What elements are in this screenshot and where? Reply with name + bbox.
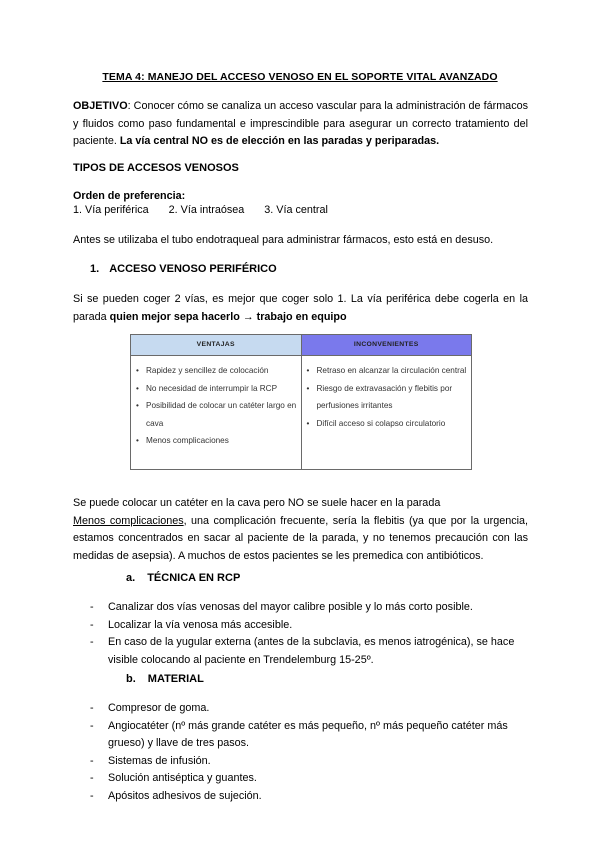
- objetivo-text: : Conocer cómo se canaliza un acceso vascular para la administración de fármacos y fluidos como paso fundamental e imprescindible para asegurar un correcto tratamiento del paciente.: [73, 100, 528, 147]
- section-1-bold: quien mejor sepa hacerlo → trabajo en equipo: [109, 310, 347, 323]
- bullet-icon: •: [306, 418, 310, 428]
- sub-b-title: MATERIAL: [147, 673, 204, 685]
- bullet-icon: •: [136, 401, 139, 411]
- sub-b-letter: b.: [126, 673, 136, 685]
- ventaja-item: • No necesidad de interrumpir la RCP: [136, 380, 297, 398]
- list-item: - En caso de la yugular externa (antes de la subclavia, es menos iatrogénica), se hace visible colocando al paciente en Trendelemburg 15-25º.: [90, 634, 528, 669]
- orden-list: [73, 204, 328, 216]
- bullet-icon: •: [136, 366, 139, 375]
- orden-item-3: 3. Vía central: [264, 204, 328, 216]
- antes-paragraph: Antes se utilizaba el tubo endotraqueal para administrar fármacos, esto está en desuso.: [73, 234, 494, 246]
- cava-line: Se puede colocar un catéter en la cava pero NO se suele hacer en la parada: [73, 497, 441, 509]
- table-body-row: [131, 355, 471, 469]
- orden-item-1: 1. Vía periférica: [73, 204, 149, 216]
- tipos-heading: TIPOS DE ACCESOS VENOSOS: [73, 162, 239, 174]
- ventaja-item: • Posibilidad de colocar un catéter largo en cava: [136, 397, 297, 432]
- table-header-row: [131, 335, 471, 355]
- dash-marker: -: [90, 719, 94, 732]
- inconveniente-item: • Difícil acceso si colapso circulatorio: [307, 415, 468, 433]
- dash-marker: -: [90, 772, 94, 784]
- bullet-icon: •: [306, 383, 310, 393]
- dash-marker: -: [90, 601, 94, 613]
- objetivo-label: OBJETIVO: [73, 100, 128, 112]
- table-header-ventajas: VENTAJAS: [131, 335, 302, 355]
- dash-marker: -: [90, 754, 94, 767]
- list-item: - Canalizar dos vías venosas del mayor calibre posible y lo más corto posible.: [90, 599, 528, 617]
- bullet-icon: •: [136, 436, 139, 446]
- dash-marker: -: [90, 618, 94, 631]
- page-title: TEMA 4: MANEJO DEL ACCESO VENOSO EN EL SOPORTE VITAL AVANZADO: [102, 71, 498, 83]
- list-item: - Angiocatéter (nº más grande catéter es más pequeño, nº más pequeño catéter más grueso) y llave de tres pasos.: [90, 718, 528, 753]
- objetivo-bold-text: La vía central NO es de elección en las paradas y periparadas.: [119, 135, 440, 147]
- section-1-text: Si se pueden coger 2 vías, es mejor que coger solo 1. La vía periférica debe cogerla en la parada: [73, 293, 528, 323]
- section-1-title: ACCESO VENOSO PERIFÉRICO: [109, 263, 277, 275]
- table-header-inconvenientes: INCONVENIENTES: [302, 335, 472, 355]
- after-table-paragraph: [73, 495, 528, 565]
- pros-cons-table: [130, 334, 472, 470]
- dash-marker: -: [90, 636, 94, 648]
- list-item: - Apósitos adhesivos de sujeción.: [90, 788, 528, 806]
- sub-b-heading: [126, 673, 204, 685]
- inconveniente-item: • Riesgo de extravasación y flebitis por perfusiones irritantes: [307, 380, 468, 415]
- list-item: - Sistemas de infusión.: [90, 753, 528, 771]
- list-item: - Localizar la vía venosa más accesible.: [90, 617, 528, 635]
- sub-a-heading: [126, 572, 240, 584]
- ventaja-item: • Menos complicaciones: [136, 432, 297, 450]
- ventaja-item: • Rapidez y sencillez de colocación: [136, 362, 297, 380]
- menos-complicaciones-underlined: Menos complicaciones: [73, 514, 184, 527]
- bullet-icon: •: [306, 366, 310, 375]
- dash-marker: -: [90, 789, 94, 802]
- section-1-heading: [90, 263, 277, 275]
- objetivo-paragraph: [73, 98, 528, 151]
- orden-heading: Orden de preferencia:: [73, 190, 186, 202]
- sub-a-title: TÉCNICA EN RCP: [147, 572, 241, 584]
- sub-a-letter: a.: [126, 572, 136, 584]
- ventajas-cell: [131, 356, 302, 469]
- sub-a-list: [90, 599, 528, 669]
- dash-marker: -: [90, 702, 94, 714]
- section-1-number: 1.: [90, 263, 100, 275]
- sub-b-list: [90, 700, 528, 805]
- orden-item-2: 2. Vía intraósea: [168, 204, 245, 216]
- bullet-icon: •: [136, 383, 139, 393]
- inconvenientes-cell: [302, 356, 472, 469]
- after-table-rest: , una complicación frecuente, sería la flebitis (ya que por la urgencia, estamos concentrados en sacar al paciente de la parada, y no tenemos precaución con las medidas de asepsia). A muchos de estos pacientes se les premedica con antibióticos.: [73, 514, 529, 562]
- inconveniente-item: • Retraso en alcanzar la circulación central: [307, 362, 468, 380]
- list-item: - Solución antiséptica y guantes.: [90, 770, 528, 788]
- list-item: - Compresor de goma.: [90, 700, 528, 718]
- section-1-paragraph: [73, 291, 528, 326]
